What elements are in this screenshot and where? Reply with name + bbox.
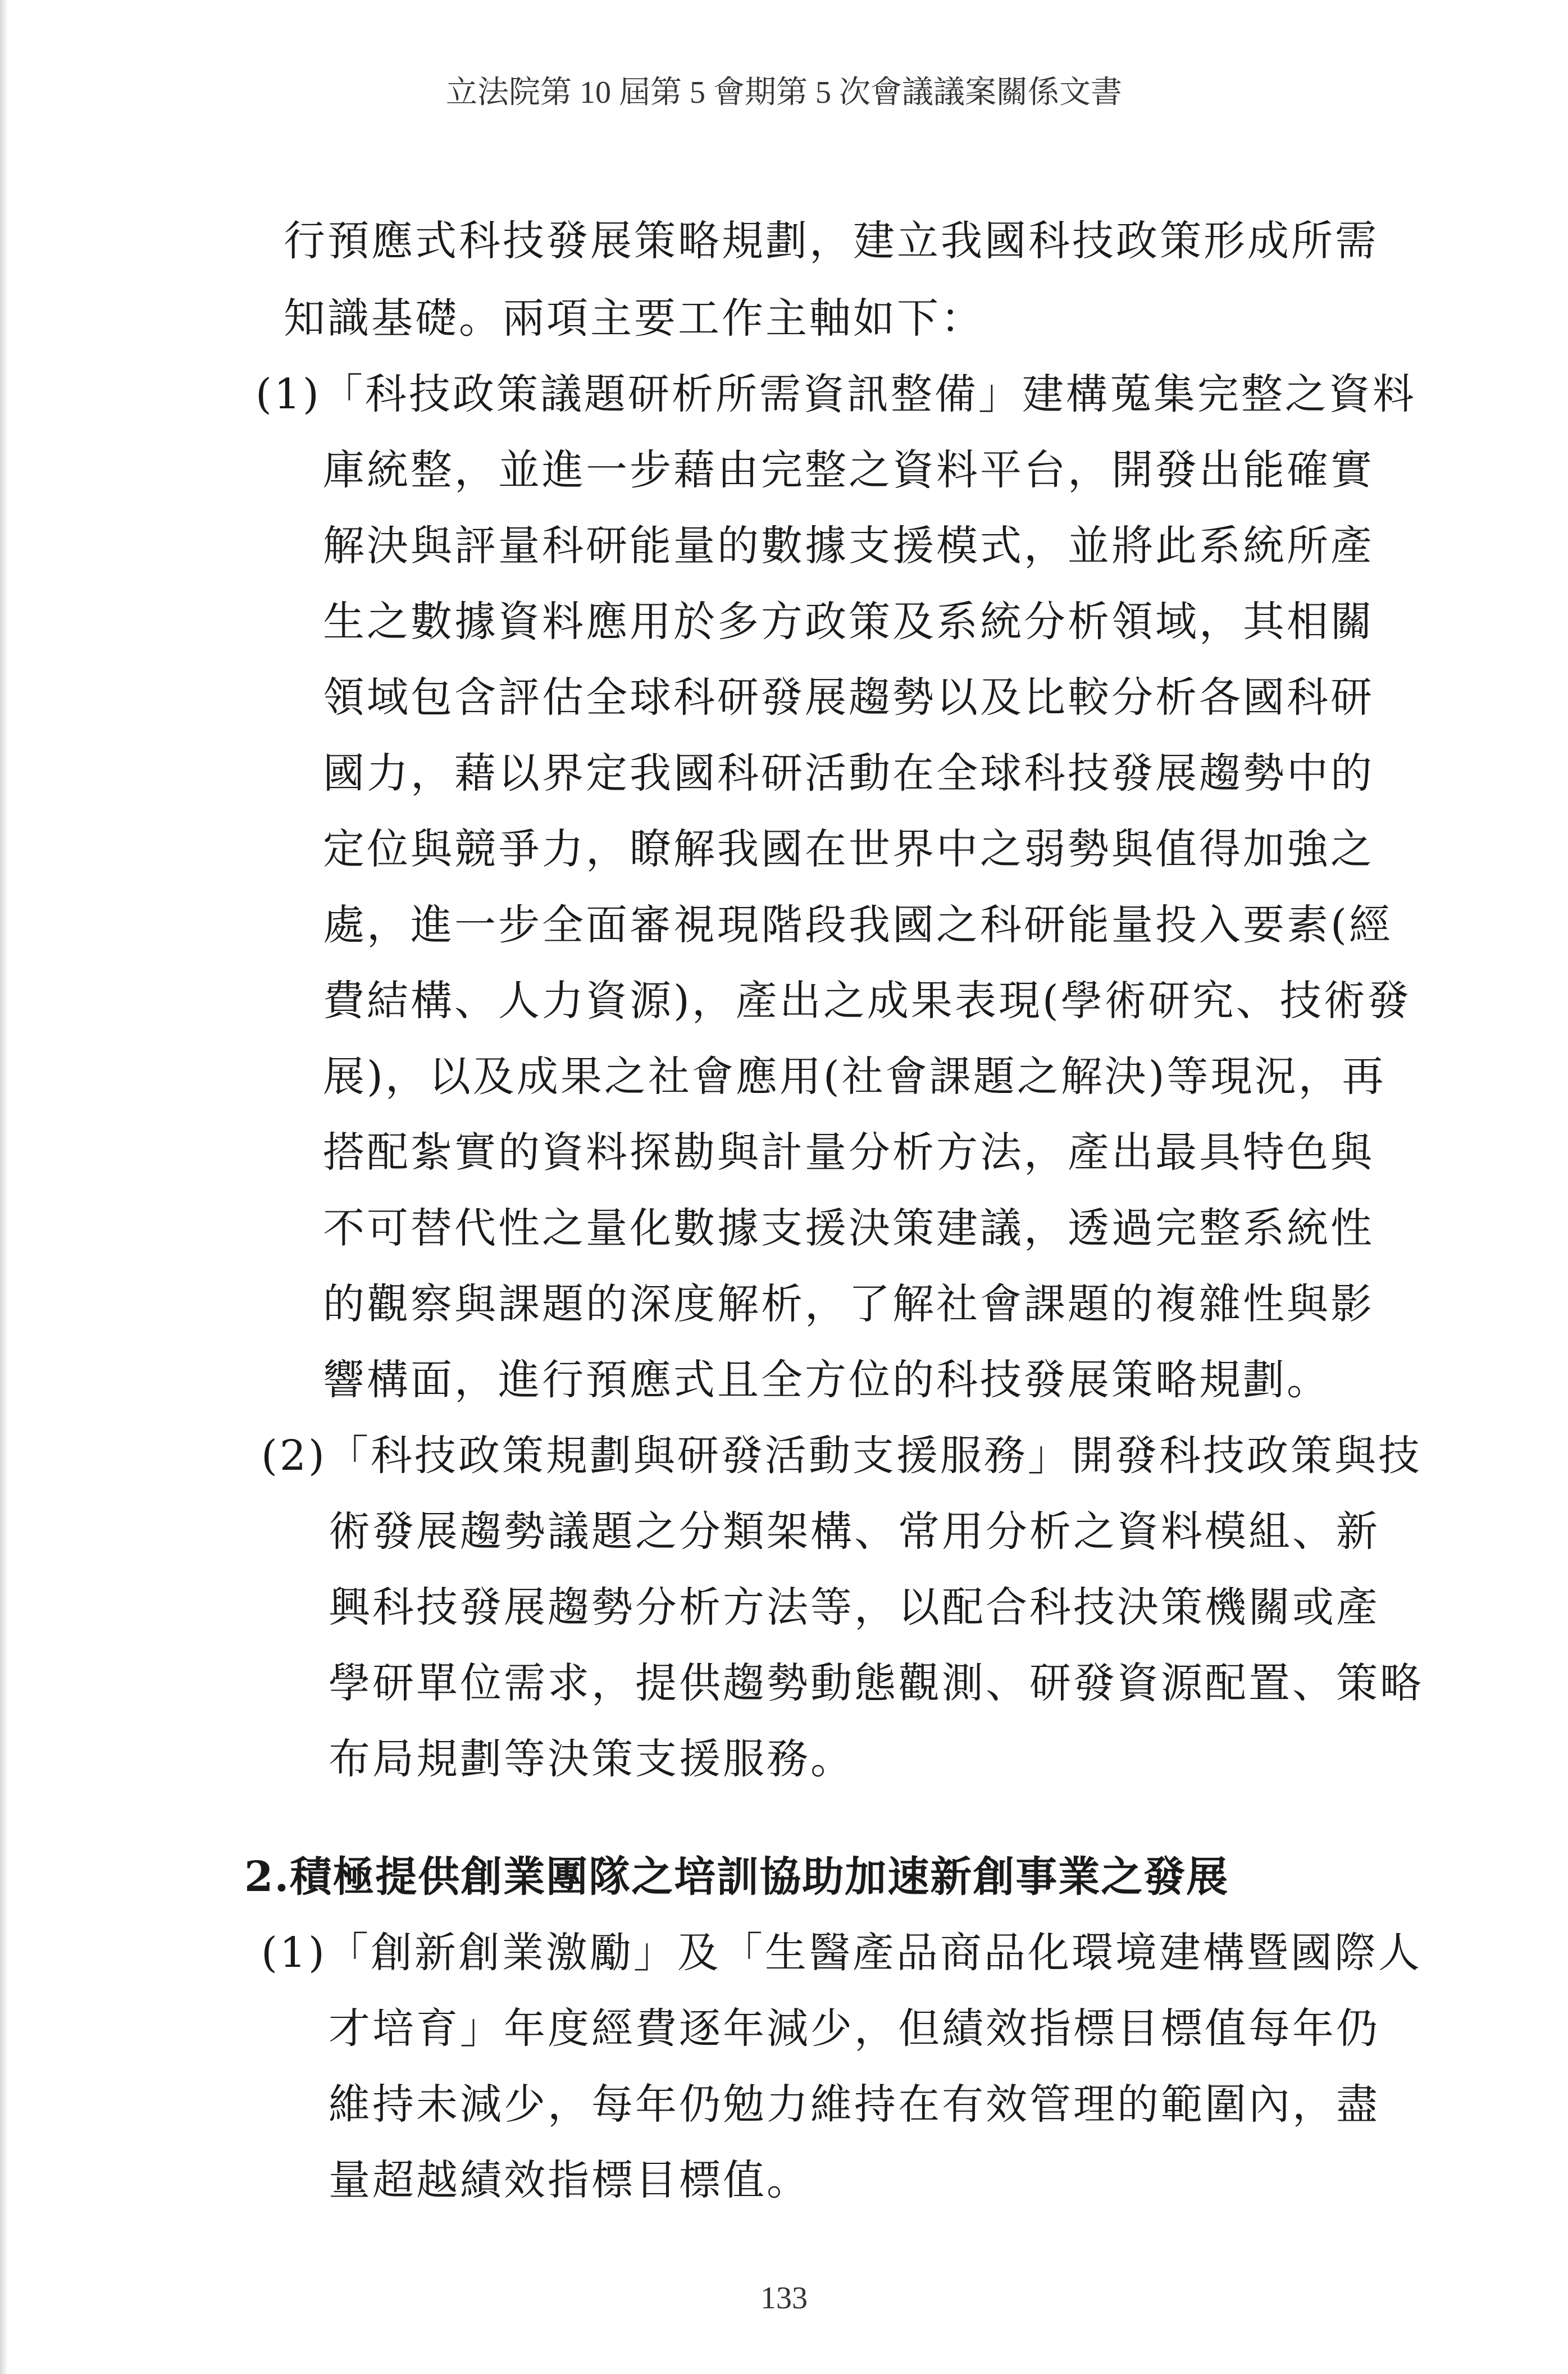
body-line-1: 行預應式科技發展策略規劃，建立我國科技政策形成所需 (284, 217, 1379, 265)
body-line-5: 解決與評量科研能量的數據支援模式，並將此系統所產 (323, 522, 1374, 570)
body-line-9: 定位與競爭力，瞭解我國在世界中之弱勢與值得加強之 (323, 825, 1374, 873)
scan-edge-left (0, 0, 8, 2374)
body-line-8: 國力，藉以界定我國科研活動在全球科技發展趨勢中的 (323, 749, 1374, 798)
body-line-15: 的觀察與課題的深度解析，了解社會課題的複雜性與影 (323, 1280, 1374, 1328)
body-line-13: 搭配紮實的資料探勘與計量分析方法，產出最具特色與 (323, 1128, 1374, 1177)
body-line-7: 領域包含評估全球科研發展趨勢以及比較分析各國科研 (323, 673, 1374, 722)
body-line-21: 布局規劃等決策支援服務。 (329, 1735, 854, 1783)
page-number: 133 (760, 2281, 808, 2316)
body-line-26: 量超越績效指標目標值。 (329, 2156, 810, 2204)
body-line-17: (2)「科技政策規劃與研發活動支援服務」開發科技政策與技 (261, 1432, 1422, 1480)
body-line-10: 處，進一步全面審視現階段我國之科研能量投入要素(經 (323, 901, 1393, 949)
body-line-4: 庫統整，並進一步藉由完整之資料平台，開發出能確實 (323, 446, 1374, 494)
body-line-3: (1)「科技政策議題研析所需資訊整備」建構蒐集完整之資料 (256, 370, 1416, 418)
body-line-24: 才培育」年度經費逐年減少，但績效指標目標值每年仍 (329, 2004, 1380, 2053)
body-line-16: 響構面，進行預應式且全方位的科技發展策略規劃。 (323, 1356, 1330, 1404)
document-header: 立法院第 10 屆第 5 會期第 5 次會議議案關係文書 (446, 75, 1122, 110)
body-line-12: 展)，以及成果之社會應用(社會課題之解決)等現況，再 (323, 1052, 1386, 1101)
body-line-25: 維持未減少，每年仍勉力維持在有效管理的範圍內，盡 (329, 2080, 1380, 2129)
section-heading-2: 2.積極提供創業團隊之培訓協助加速新創事業之發展 (244, 1853, 1229, 1901)
body-line-14: 不可替代性之量化數據支援決策建議，透過完整系統性 (323, 1204, 1374, 1252)
body-line-11: 費結構、人力資源)，產出之成果表現(學術研究、技術發 (323, 977, 1411, 1025)
body-line-20: 學研單位需求，提供趨勢動態觀測、研發資源配置、策略 (329, 1659, 1424, 1707)
body-line-18: 術發展趨勢議題之分類架構、常用分析之資料模組、新 (329, 1507, 1380, 1556)
body-line-2: 知識基礎。兩項主要工作主軸如下： (284, 294, 984, 343)
body-line-19: 興科技發展趨勢分析方法等，以配合科技決策機關或產 (329, 1583, 1380, 1632)
body-line-6: 生之數據資料應用於多方政策及系統分析領域，其相關 (323, 598, 1374, 646)
body-line-23: (1)「創新創業激勵」及「生醫產品商品化環境建構暨國際人 (261, 1929, 1422, 1977)
